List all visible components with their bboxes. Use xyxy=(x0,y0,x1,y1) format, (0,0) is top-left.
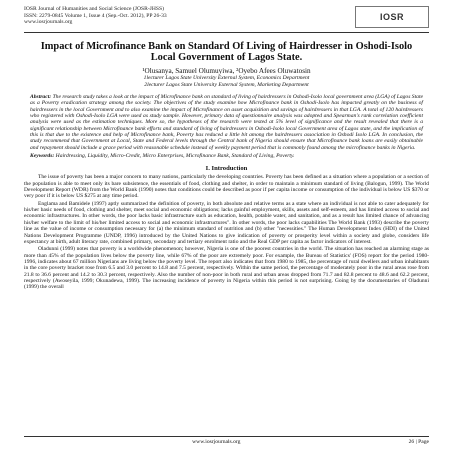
journal-logo-text: IOSR xyxy=(379,12,404,22)
page-footer xyxy=(24,436,429,445)
journal-issn: ISSN: 2279-0845 Volume 1, Issue 4 (Sep.-Oct. 2012), PP 26-33 xyxy=(24,12,167,19)
abstract xyxy=(30,94,423,151)
footer-page-number: 26 | Page xyxy=(408,439,429,445)
affiliation-1: 1lecturer Lagos State University External System, Economics Department xyxy=(143,75,310,82)
body-paragraph-3: Oladunni (1999) notes that poverty is a worldwide phenomenon; however, Nigeria is one of the poorest countries in the world. The situation has reached an alarming stage as more than 45% of the population lives below the poverty line, while 67% of the poor are extremely poor. For example, the Bureau of Statistics' (FOS) report for the period 1980-1996, indicates about 67 million Nigerians are living below the poverty level. The report also indicates that from 1980 to 1985, the percentage of rural dwellers and urban inhabitants in the core poverty bracket rose from 6.5 and 3.0 percent to 14.8 and 7.5 percent, respectively. Within the same period, the percentage of moderately poor in the rural areas rose from 21.8 to 36.6 percent and 14.2 to 30.3 percent, respectively. Also the number of non-poor in both rural and urban areas dropped from 71.7 and 82.8 percent to 48.6 and 62.2 percent, respectively (Awoseyila, 1999; Okunadewa, 1999). The increasing incidence of poverty in Nigeria within this period is not surprising. Going by the documentaries of Oladunni (1999) the overall xyxy=(24,246,429,291)
body-paragraph-1: The issue of poverty has been a major concern to many nations, particularly the developing countries. Poverty has been defined as a situation where a population or a section of the population is able to meet only its bare subsistence, the essentials of food, clothing and shelter, in order to maintain a minimum standard of living (Balogun, 1999). The World Development Report (WDR) from the World Bank (1990) notes that conditions could be described as poor if per capita income or consumption of the individual is below US $370 or very poor if it is below US $275 at any time period. xyxy=(24,174,429,200)
journal-name: IOSR Journal of Humanities and Social Science (JOSR-JHSS) xyxy=(24,6,164,12)
keywords-label: Keywords: xyxy=(30,153,55,160)
journal-url[interactable]: www.iosrjournals.org xyxy=(24,19,73,26)
paper-title: Impact of Microfinance Bank on Standard Of Living of Hairdresser in Oshodi-Isolo Local Government of Lagos State. xyxy=(40,40,413,64)
keywords-text: Hairdressing, Liquidity, Micro-Credit, Micro Enterprises, Microfinance Bank, Standard of Living, Poverty. xyxy=(55,153,295,160)
body-paragraph-2: Englama and Bamidele (1997) aptly summarized the definition of poverty, in both absolute and relative terms as a state where an individual is not able to cater adequately for his/her basic needs of food, clothing and shelter, meet social and economic obligations; lacks gainful employment, skills, assets and self-esteem, and has limited access to social and economic infrastructures. In other words, the poor lacks basic infrastructure such as education, health, potable water, and sanitation, and as a result has limited chance of advancing his/her welfare to the limit of his/her limited access to social and economic infrastructures". In other words, the poor lacks capabilities The World Bank (1993) describe the poverty line as the value of income or consumption necessary for (a) the minimum standard of nutrition and (b) other "necessities." The Human Development Index (HDI) of the United Nations Development Programme (UNDP, 1996) introduced by the United Nations to give indication of poverty or prosperity level within a society and globe, considers life expectancy at birth, adult literacy rate, combined primary, secondary and tertiary enrolment ratio and the Real GDP per capita as factor indicators of interest. xyxy=(24,200,429,245)
journal-logo xyxy=(355,6,429,28)
section-heading-introduction: I. Introduction xyxy=(205,165,248,173)
paper-authors: ¹Olusanya, Samuel Olumuyiwa, ²Oyebo Afees Oluwatosin xyxy=(142,66,311,75)
footer-url[interactable]: www.iosrjournals.org xyxy=(192,439,241,445)
abstract-text: The research study takes a look at the impact of Microfinance bank on standard of living of hairdressers in Oshodi-Isolo local government area (LGA) of Lagos State as a Poverty eradication strategy among the society. The objectives of the study examine how Microfinance bank in Oshodi-Isolo has impacted greatly on the business of hairdressers in the local Government and to also examine the impact of Microfinance on asset acquisition and savings of hairdressers in that LGA. A total of 120 hairdressers who registered with Oshodi-Isolo LGA were used as study sample. However, primary data of questionnaire analysis was adopted and Spearman's rank correlation coefficient analysis were used as the estimation techniques. More so, the hypotheses of the research were tested at 5% level of significance and the result revealed that there is a significant relationship between Microfinance bank efforts and standard of living of hairdressers in Oshodi-Isolo local Government area of Lagos state, and the implication of this is that due to the existence and help of Microfinance bank, Poverty has reduced a little bit among the hairdressers association in Oshodi Isolo LGA. In conclusion, the study recommend that Government at Local, State and Federal levels through the Central bank of Nigeria should ensure that Microfinance bank loans are easily obtainable and repayment should include a grace period with reasonable schedule instead of weekly payment period that is commonly found among the microfinance banks in Nigeria. xyxy=(30,93,423,151)
abstract-label: Abstract: xyxy=(30,93,52,100)
keywords xyxy=(30,153,423,159)
affiliation-2: 2lecturer Lagos State University External System, Marketing Department xyxy=(144,81,309,88)
header-rule xyxy=(24,32,429,33)
